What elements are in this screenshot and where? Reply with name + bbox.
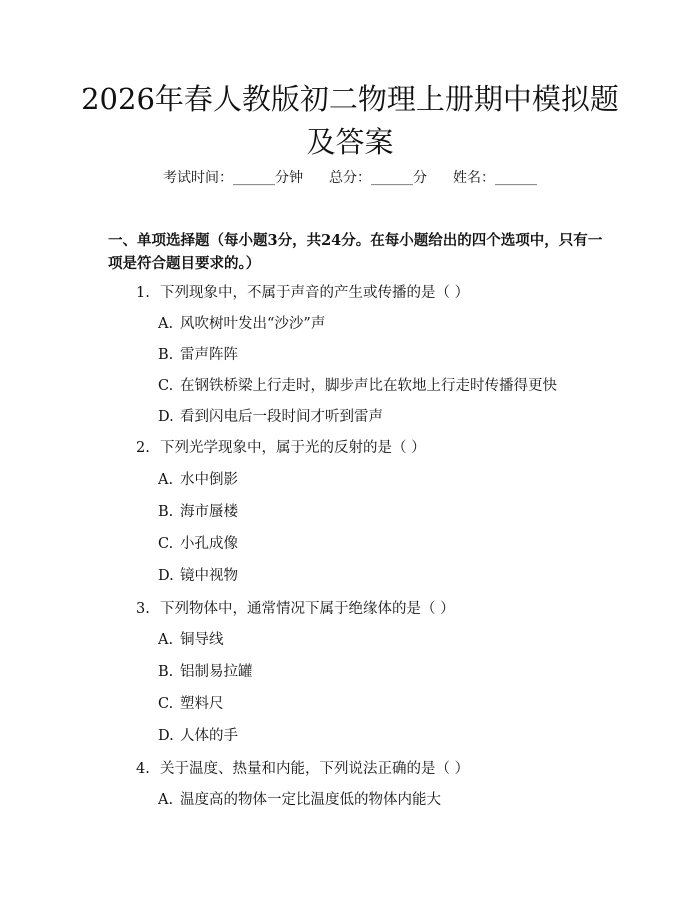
option-key: B. <box>158 664 174 680</box>
option-text: 看到闪电后一段时间才听到雷声 <box>180 409 383 425</box>
option-text: 雷声阵阵 <box>180 347 238 363</box>
question-number: 2. <box>136 440 150 456</box>
question-2-option-b <box>158 502 238 522</box>
total-score-label: 总分：______分 <box>329 170 427 186</box>
option-key: D. <box>158 568 174 584</box>
option-text: 在钢铁桥梁上行走时，脚步声比在软地上行走时传播得更快 <box>180 378 557 394</box>
question-2-option-a <box>158 470 238 490</box>
question-1-option-c <box>158 376 557 396</box>
option-text: 水中倒影 <box>180 472 238 488</box>
question-3-option-b <box>158 662 253 682</box>
option-key: C. <box>158 696 174 712</box>
exam-time-label: 考试时间：______分钟 <box>163 170 303 186</box>
option-key: D. <box>158 728 174 744</box>
option-text: 海市蜃楼 <box>180 504 238 520</box>
question-1-option-d <box>158 407 383 427</box>
option-key: A. <box>158 472 174 488</box>
question-text: 关于温度、热量和内能，下列说法正确的是（ ） <box>160 761 470 777</box>
option-key: A. <box>158 316 174 332</box>
option-text: 人体的手 <box>180 728 238 744</box>
exam-meta <box>0 168 700 188</box>
question-4 <box>136 759 469 779</box>
question-text: 下列现象中，不属于声音的产生或传播的是（ ） <box>160 285 470 301</box>
question-text: 下列光学现象中，属于光的反射的是（ ） <box>160 440 426 456</box>
question-1-option-b <box>158 345 238 365</box>
question-2-option-d <box>158 566 238 586</box>
option-text: 小孔成像 <box>180 536 238 552</box>
question-3-option-a <box>158 630 224 650</box>
option-key: A. <box>158 792 174 808</box>
question-1-option-a <box>158 314 325 334</box>
option-key: C. <box>158 536 174 552</box>
page-title: 2026年春人教版初二物理上册期中模拟题及答案 <box>81 82 619 159</box>
option-text: 风吹树叶发出“沙沙”声 <box>180 316 326 332</box>
question-2 <box>136 438 426 458</box>
option-text: 镜中视物 <box>180 568 238 584</box>
option-key: D. <box>158 409 174 425</box>
student-name-label: 姓名：______ <box>453 170 537 186</box>
question-number: 4. <box>136 761 150 777</box>
question-4-option-a <box>158 790 441 810</box>
question-3-option-c <box>158 694 224 714</box>
option-key: B. <box>158 347 174 363</box>
question-number: 1. <box>136 285 150 301</box>
option-text: 温度高的物体一定比温度低的物体内能大 <box>180 792 441 808</box>
option-text: 塑料尺 <box>180 696 224 712</box>
question-number: 3. <box>136 601 150 617</box>
question-3 <box>136 599 455 619</box>
option-text: 铝制易拉罐 <box>180 664 253 680</box>
question-2-option-c <box>158 534 238 554</box>
option-key: A. <box>158 632 174 648</box>
option-key: C. <box>158 378 174 394</box>
option-key: B. <box>158 504 174 520</box>
question-text: 下列物体中，通常情况下属于绝缘体的是（ ） <box>160 601 455 617</box>
section-heading: 一、单项选择题（每小题3分，共24分。在每小题给出的四个选项中，只有一项是符合题目要求的。） <box>108 232 603 272</box>
question-1 <box>136 283 469 303</box>
option-text: 铜导线 <box>180 632 224 648</box>
question-3-option-d <box>158 726 238 746</box>
